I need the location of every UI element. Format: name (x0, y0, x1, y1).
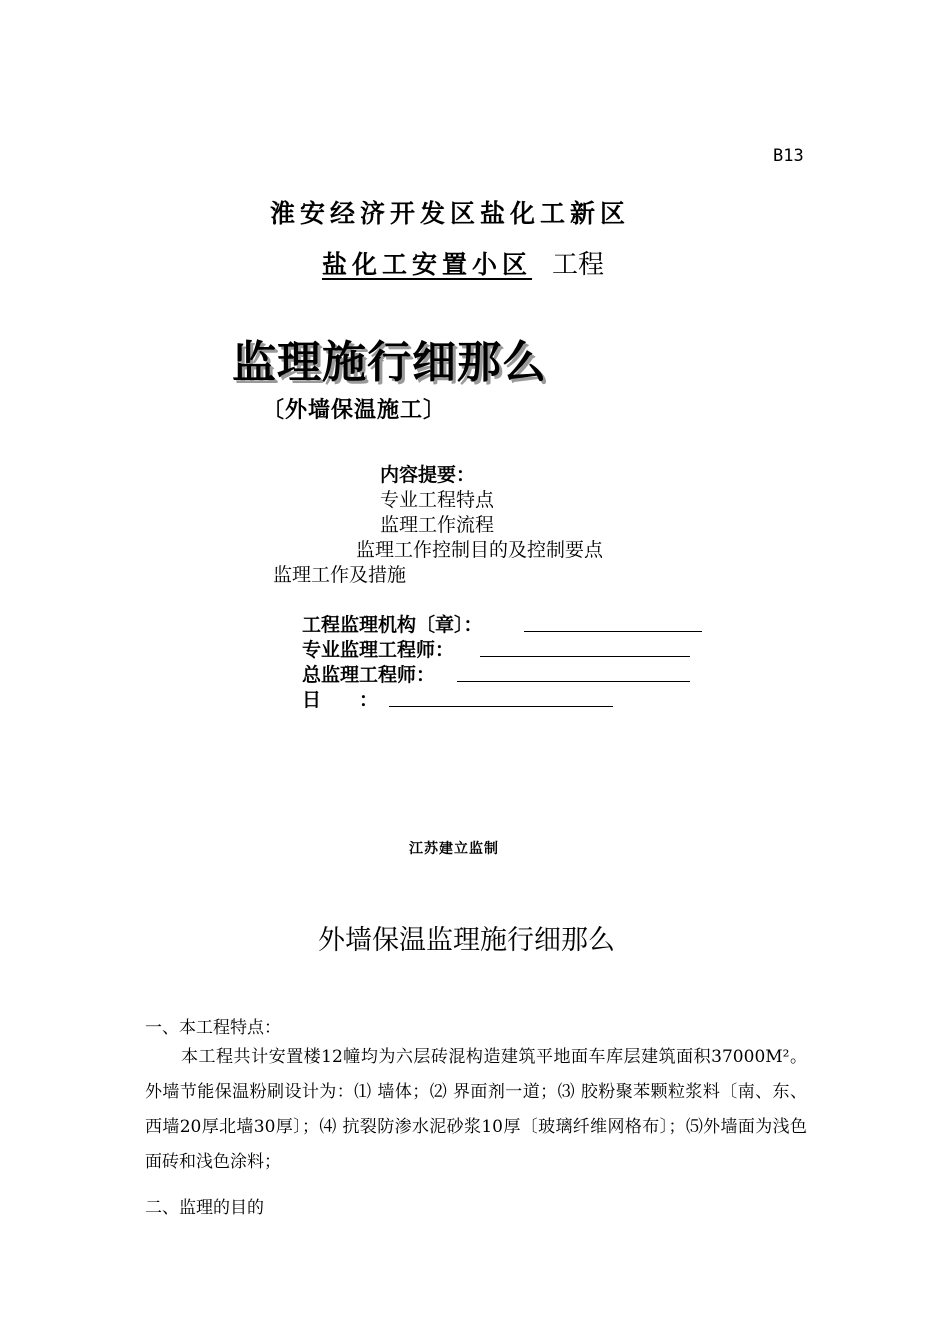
summary-item: 监理工作及措施 (273, 564, 407, 586)
sig-org-line (524, 631, 702, 632)
sig-org-label: 工程监理机构〔章〕： (302, 614, 483, 636)
heading-2: 二、监理的目的 (145, 1198, 264, 1218)
project-line (300, 244, 604, 281)
sig-engineer-label: 专业监理工程师： (302, 639, 455, 661)
paragraph-1: 本工程共计安置楼12幢均为六层砖混构造建筑平地面车库层建筑面积37000M²。外墙节能保温粉刷设计为：⑴ 墙体；⑵ 界面剂一道；⑶ 胶粉聚苯颗粒浆料〔南、东、西墙20厚北墙30厚〕；⑷ 抗裂防渗水泥砂浆10厚〔玻璃纤维网格布〕；⑸外墙面为浅色面砖和浅色涂料； (145, 1047, 807, 1172)
heading-1: 一、本工程特点： (145, 1018, 281, 1038)
sig-chief-line (457, 681, 690, 682)
document-code: B13 (773, 146, 804, 166)
summary-item: 监理工作流程 (380, 514, 495, 536)
summary-item: 专业工程特点 (380, 489, 495, 511)
sig-chief-label: 总监理工程师： (302, 664, 436, 686)
sig-date-line (389, 706, 613, 707)
section-title: 外墙保温监理施行细那么 (318, 925, 615, 956)
region-title: 淮安经济开发区盐化工新区 (270, 199, 631, 228)
sig-engineer-line (480, 656, 690, 657)
main-title: 监理施行细那么 (232, 337, 547, 388)
summary-heading: 内容提要： (380, 464, 476, 486)
summary-item: 监理工作控制目的及控制要点 (356, 539, 604, 561)
project-name: 盐化工安置小区 (322, 250, 533, 279)
scope-subtitle: 〔外墙保温施工〕 (262, 398, 447, 423)
organization-name: 江苏建立监制 (409, 841, 499, 857)
project-suffix: 工程 (552, 250, 605, 280)
sig-date-label: 日 ： (302, 689, 379, 711)
